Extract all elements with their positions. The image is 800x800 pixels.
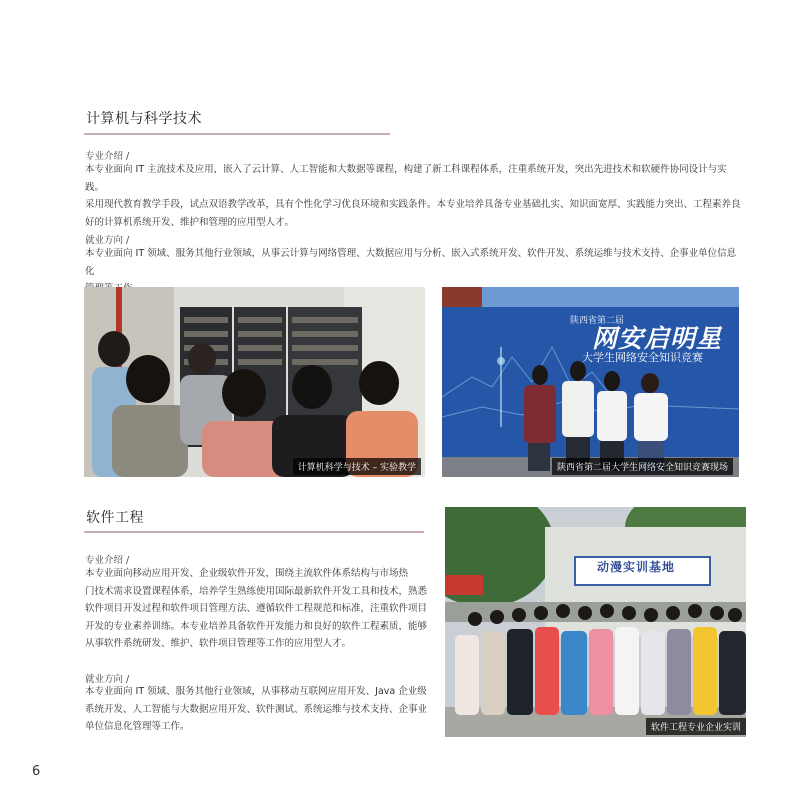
career-line: 本专业面向 IT 领域、服务其他行业领域，从事云计算与网络管理、大数据应用与分析、嵌入式系统开发、软件开发、系统运维与技术支持、企事业单位信息化 [85, 248, 737, 277]
intro-label: 专业介绍 / [85, 555, 130, 566]
career-line: 系统开发、人工智能与大数据应用开发、软件测试、系统运维与技术支持、企事业 [85, 703, 428, 715]
intro-line: 软件项目开发过程和软件项目管理方法、遵循软件工程规范和标准，注重软件项目 [85, 603, 428, 614]
intro-line: 本专业面向移动应用开发、企业级软件开发，围绕主流软件体系结构与市场热 [85, 568, 409, 579]
intro-line: 从事软件系统研发、维护、软件项目管理等工作的应用型人才。 [85, 638, 352, 649]
section-title-cs: 计算机与科学技术 [86, 111, 202, 127]
intro-line: 好的计算机系统开发、维护和管理的应用型人才。 [85, 216, 295, 228]
photo-caption: 软件工程专业企业实训 [646, 718, 746, 735]
lab-photo-illustration [84, 287, 425, 477]
title-underline [84, 531, 424, 533]
banner-sub-text: 大学生网络安全知识竞赛 [582, 351, 703, 364]
photo-lab-teaching [84, 287, 425, 477]
section-title-se: 软件工程 [86, 510, 144, 526]
intro-paragraph [85, 565, 430, 653]
career-label: 就业方向 / [85, 235, 130, 246]
title-underline [84, 133, 390, 135]
career-line: 本专业面向 IT 领域、服务其他行业领域，从事移动互联网应用开发、Java 企业级 [85, 686, 427, 697]
intro-line: 门技术需求设置课程体系，培养学生熟练使用国际最新软件开发工具和技术，熟悉 [85, 585, 428, 597]
group-photo-illustration [445, 507, 746, 737]
career-paragraph [85, 683, 430, 736]
intro-label: 专业介绍 / [85, 151, 130, 162]
photo-caption: 陕西省第二届大学生网络安全知识竞赛现场 [552, 458, 733, 475]
career-line: 单位信息化管理等工作。 [85, 721, 190, 732]
building-sign-text: 动漫实训基地 [597, 560, 676, 574]
photo-competition [442, 287, 739, 477]
intro-line: 采用现代教育教学手段，试点双语教学改革，具有个性化学习优良环境和实践条件。本专业培养具备专业基础扎实、知识面宽厚、实践能力突出、工程素养良 [85, 199, 741, 210]
intro-line: 开发的专业素养训练。本专业培养具备软件开发能力和良好的软件工程素质，能够 [85, 620, 428, 632]
banner-top-text: 陕西省第二届 [570, 316, 625, 326]
photo-caption: 计算机科学与技术 – 实验教学 [293, 458, 421, 475]
intro-paragraph [85, 161, 745, 231]
page-number: 6 [32, 764, 41, 779]
banner-main-text: 网安启明星 [592, 324, 723, 353]
career-label: 就业方向 / [85, 674, 130, 685]
intro-line: 本专业面向 IT 主流技术及应用，嵌入了云计算、人工智能和大数据等课程，构建了新工科课程体系，注重系统开发，突出先进技术和软硬件协同设计与实践。 [85, 164, 727, 193]
photo-enterprise-training [445, 507, 746, 737]
